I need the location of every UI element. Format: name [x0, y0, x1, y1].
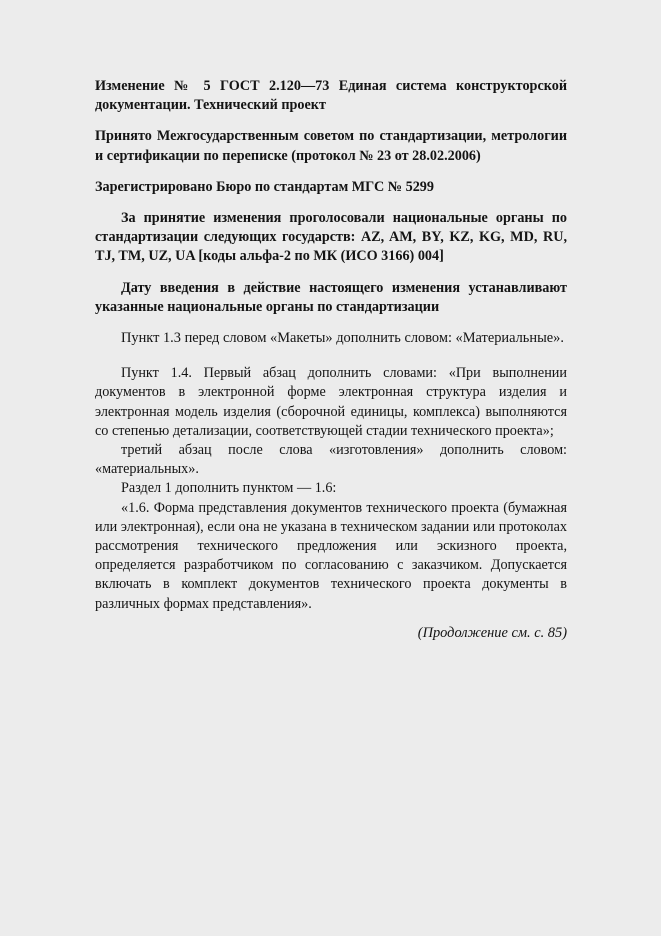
effective-date-note: Дату введения в действие настоящего изменения устанавливают указанные национальные органы по стандартизации: [95, 279, 567, 315]
section-1-addition: Раздел 1 дополнить пунктом — 1.6:: [121, 480, 337, 497]
clause-1-6: «1.6. Форма представления документов технического проекта (бумажная или электронная), если она не указана в техническом задании или протоколах рассмотрения технического предложения или эскизного проекта, определяется разработчиком по согласованию с заказчиком. Допускается включать в комплект документов технического проекта документы в различных формах представления».: [95, 499, 567, 612]
amendment-header: [95, 77, 567, 317]
document-content: [95, 77, 567, 643]
adoption-note: Принято Межгосударственным советом по стандартизации, метрологии и сертификации по переписке (протокол № 23 от 28.02.2006): [95, 128, 567, 164]
clause-1-4: Пункт 1.4. Первый абзац дополнить словами: «При выполнении документов в электронной форме электронная структура изделия и электронная модель изделия (сборочной единицы, комплекса) выполняются со степенью детализации, соответствующей стадии технического проекта»;: [95, 365, 567, 439]
continuation-note: (Продолжение см. с. 85): [417, 624, 567, 641]
clause-1-3: Пункт 1.3 перед словом «Макеты» дополнить словом: «Материальные».: [121, 330, 564, 347]
amendment-body: [95, 329, 567, 614]
registration-note: Зарегистрировано Бюро по стандартам МГС № 5299: [95, 178, 434, 195]
amendment-title: Изменение № 5 ГОСТ 2.120—73 Единая система конструкторской документации. Технический проект: [95, 78, 567, 114]
voting-note: За принятие изменения проголосовали национальные органы по стандартизации следующих государств: AZ, AM, BY, KZ, KG, MD, RU, TJ, TM, UZ, UA [коды альфа-2 по МК (ИСО 3166) 004]: [95, 210, 567, 265]
clause-1-4-third-paragraph: третий абзац после слова «изготовления» дополнить словом: «материальных».: [95, 442, 567, 478]
